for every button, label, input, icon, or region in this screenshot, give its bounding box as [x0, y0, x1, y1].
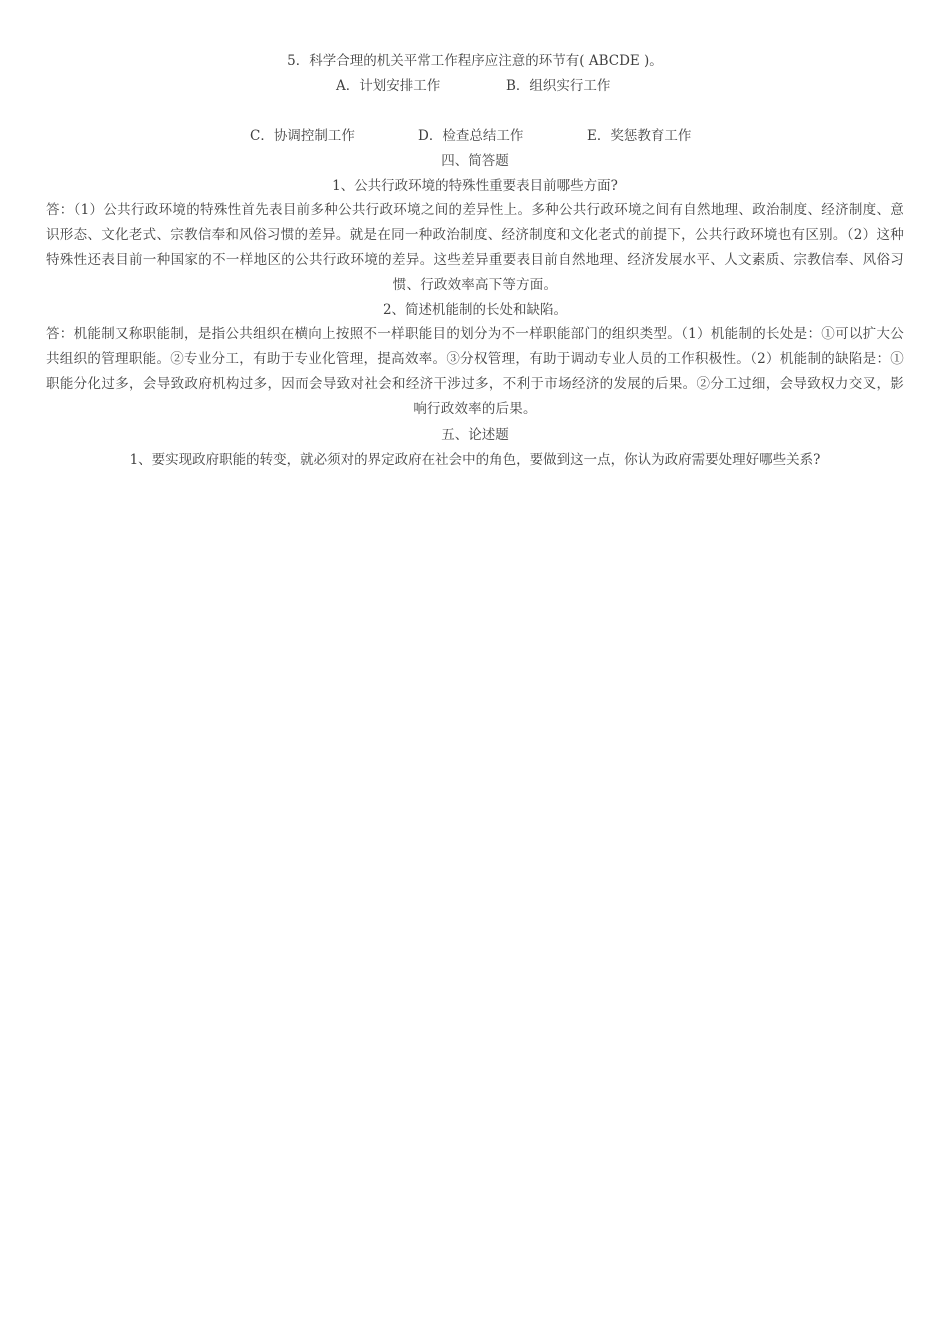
question-5-stem: 5．科学合理的机关平常工作程序应注意的环节有( ABCDE )。 [287, 53, 663, 69]
option-c: C．协调控制工作 [250, 128, 355, 144]
section-5-heading: 五、论述题 [441, 427, 509, 443]
option-d: D．检查总结工作 [418, 128, 524, 144]
section-5-question-1: 1、要实现政府职能的转变，就必须对的界定政府在社会中的角色，要做到这一点，你认为政府需要处理好哪些关系? [129, 452, 821, 468]
section-4-question-2: 2、简述机能制的长处和缺陷。 [382, 302, 568, 318]
option-a: A．计划安排工作 [336, 78, 441, 94]
section-4-question-1: 1、公共行政环境的特殊性重要表目前哪些方面? [332, 178, 618, 194]
question-5-options-row-2 [0, 126, 950, 146]
section-4-answer-1: 答：（1）公共行政环境的特殊性首先表目前多种公共行政环境之间的差异性上。多种公共行政环境之间有自然地理、政治制度、经济制度、意识形态、文化老式、宗教信奉和风俗习惯的差异。就是在同一种政治制度、经济制度和文化老式的前提下，公共行政环境也有区别。（2）这种特殊性还表目前一种国家的不一样地区的公共行政环境的差异。这些差异重要表目前自然地理、经济发展水平、人文素质、宗教信奉、风俗习惯、行政效率高下等方面。 [46, 202, 904, 293]
section-4-heading: 四、简答题 [441, 153, 509, 169]
question-5-options-row-1 [0, 76, 950, 96]
section-4-answer-2: 答：机能制又称职能制，是指公共组织在横向上按照不一样职能目的划分为不一样职能部门的组织类型。（1）机能制的长处是：①可以扩大公共组织的管理职能。②专业分工，有助于专业化管理，提高效率。③分权管理，有助于调动专业人员的工作积极性。（2）机能制的缺陷是：①职能分化过多，会导致政府机构过多，因而会导致对社会和经济干涉过多，不利于市场经济的发展的后果。②分工过细，会导致权力交叉，影响行政效率的后果。 [46, 326, 904, 417]
option-e: E．奖惩教育工作 [587, 128, 692, 144]
option-b: B．组织实行工作 [506, 78, 611, 94]
